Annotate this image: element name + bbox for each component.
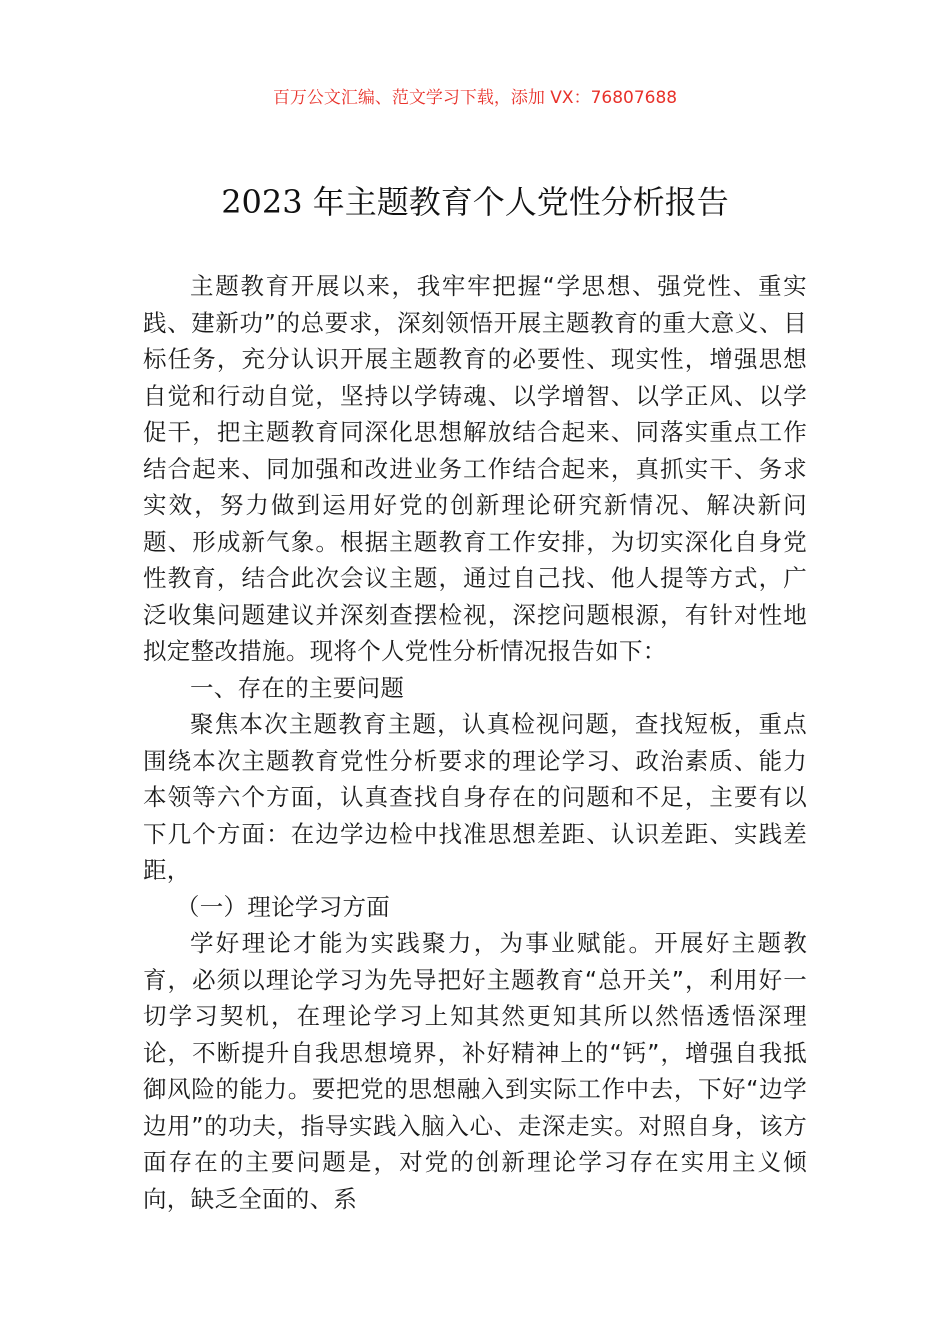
document-title: 2023 年主题教育个人党性分析报告 [221, 183, 729, 221]
watermark-text: 百万公文汇编、范文学习下载，添加 VX：76807688 [272, 88, 678, 108]
section-paragraph-problems: 聚焦本次主题教育主题，认真检视问题，查找短板，重点围绕本次主题教育党性分析要求的理论学习、政治素质、能力本领等六个方面，认真查找自身存在的问题和不足，主要有以下几个方面：在边学边检中找准思想差距、认识差距、实践差距， [143, 710, 807, 884]
section-heading-problems: 一、存在的主要问题 [190, 673, 405, 702]
intro-paragraph: 主题教育开展以来，我牢牢把握“学思想、强党性、重实践、建新功”的总要求，深刻领悟开展主题教育的重大意义、目标任务，充分认识开展主题教育的必要性、现实性，增强思想自觉和行动自觉，坚持以学铸魂、以学增智、以学正风、以学促干，把主题教育同深化思想解放结合起来、同落实重点工作结合起来、同加强和改进业务工作结合起来，真抓实干、务求实效，努力做到运用好党的创新理论研究新情况、解决新问题、形成新气象。根据主题教育工作安排，为切实深化自身党性教育，结合此次会议主题，通过自己找、他人提等方式，广泛收集问题建议并深刻查摆检视，深挖问题根源，有针对性地拟定整改措施。现将个人党性分析情况报告如下： [143, 272, 807, 665]
subsection-paragraph-theory: 学好理论才能为实践聚力，为事业赋能。开展好主题教育，必须以理论学习为先导把好主题教育“总开关”，利用好一切学习契机，在理论学习上知其然更知其所以然悟透悟深理论，不断提升自我思想境界，补好精神上的“钙”，增强自我抵御风险的能力。要把党的思想融入到实际工作中去，下好“边学边用”的功夫，指导实践入脑入心、走深走实。对照自身，该方面存在的主要问题是，对党的创新理论学习存在实用主义倾向，缺乏全面的、系 [143, 929, 807, 1213]
subsection-heading-theory: （一）理论学习方面 [175, 892, 391, 921]
document-body [143, 268, 807, 1217]
